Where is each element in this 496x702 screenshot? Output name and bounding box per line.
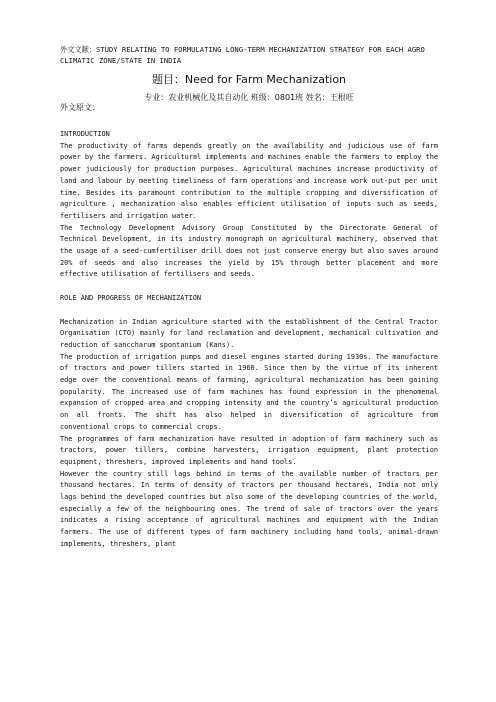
paragraph: The productivity of farms depends greatly on the availability and judicious use of farm power by the farmers. Agricultural implements and machines enable the farmers to employ the power judiciously for production purposes. Agricultural machines increase productivity of land and labour by meeting timeliness of farm operations and increase work out-put per unit time. Besides its paramount contribution to the multiple cropping and diversification of agriculture , mechanization also enables efficient utilisation of inputs such as seeds, fertilisers and irrigation water. [60, 141, 438, 220]
section-heading-introduction: INTRODUCTION [60, 130, 110, 138]
page-title: 题目：Need for Farm Mechanization [151, 73, 347, 86]
paragraph: The Technology Development Advisory Group Constituted by the Directorate General of Technical Development, in its industry monograph on agricultural machinery, observed that the usage of a seed-cumfertiliser drill does not just conserve energy but also saves around 20% of seeds and also increases the yield by 15% through better placement and more effective utilisation of fertilisers and seeds. [60, 223, 438, 279]
paragraph: The programmes of farm mechanization have resulted in adoption of farm machinery such as tractors, power tillers, combine harvesters, irrigation equipment, plant protection equipment, threshers, improved implements and hand tools. [60, 434, 438, 466]
author-info: 专业：农业机械化及其自动化 班级：0801班 姓名：王根旺 [144, 93, 354, 102]
foreign-source-title: 外文文献：STUDY RELATING TO FORMULATING LONG-TERM MECHANIZATION STRATEGY FOR EACH AGRO CLIMATIC ZONE/STATE IN INDIA [60, 45, 425, 65]
document-page [60, 44, 438, 551]
original-text-label: 外文原文： [60, 103, 100, 112]
paragraph: The production of irrigation pumps and diesel engines started during 1930s. The manufacture of tractors and power tillers started in 1960. Since then by the virtue of its inherent edge over the conventional means of farming, agricultural mechanization has been gaining popularity. The increased use of farm machines has found expression in the phenomenal expansion of cropped area and cropping intensity and the country’s agricultural production on all fronts. The shift has also helped in diversification of agriculture from conventional crops to commercial crops. [60, 352, 438, 431]
paragraph: Mechanization in Indian agriculture started with the establishment of the Central Tractor Organisation (CTO) mainly for land reclamation and development, mechanical cultivation and reduction of sanccharum spontanium (Kans). [60, 317, 438, 349]
section-heading-role-and-progress: ROLE AND PROGRESS OF MECHANIZATION [60, 294, 202, 303]
paragraph: However the country still lags behind in terms of the available number of tractors per thousand hectares. In terms of density of tractors per thousand hectares, India not only lags behind the developed countries but also some of the developing countries of the world, especially a few of the neighbouring ones. The trend of sale of tractors over the years indicates a rising acceptance of agricultural machines and equipment with the Indian farmers. The use of different types of farm machinery including hand tools, animal-drawn implements, threshers, plant [60, 469, 438, 548]
